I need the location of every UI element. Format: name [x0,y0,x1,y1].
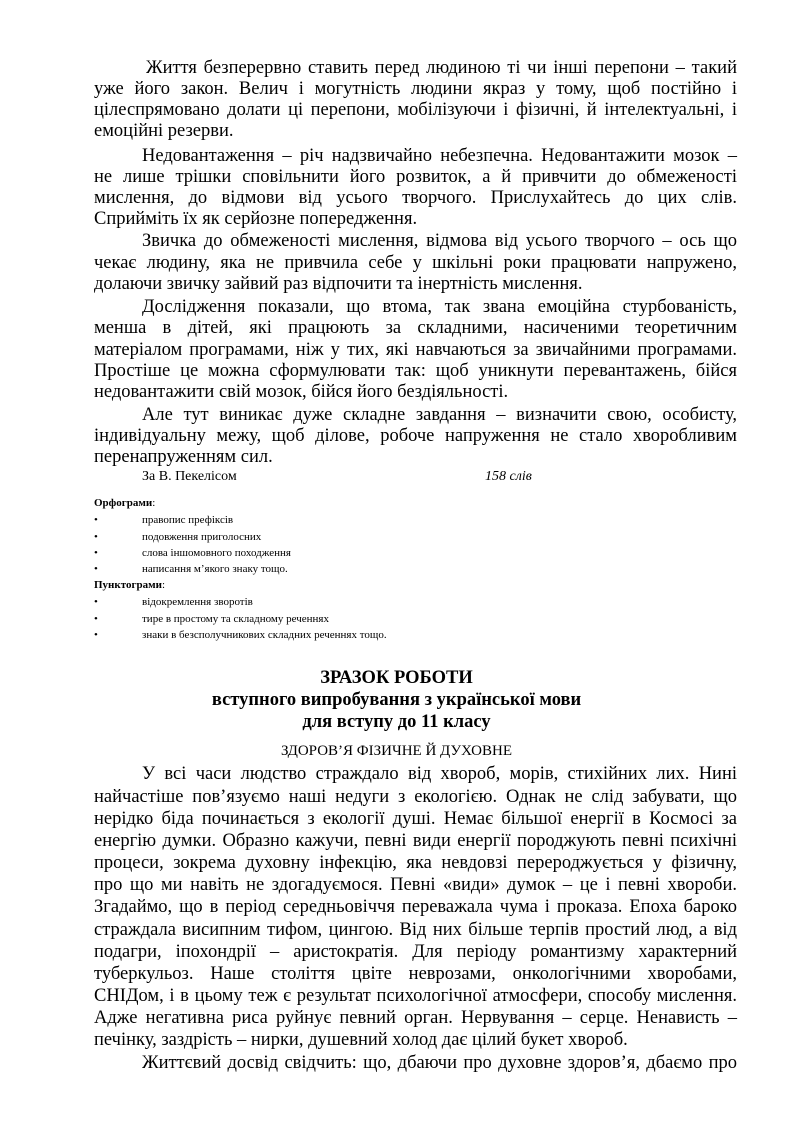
paragraph-line: Згадаймо, що в період середньовіччя переважала чума і проказа. Епоха бароко [94,897,737,917]
paragraph-line: Але тут виникає дуже складне завдання – визначити свою, особисту, [142,405,737,425]
punctograms-label: Пунктограми: [94,579,165,591]
paragraph-line: страждала висипним тифом, цингою. Від них більше терпів простий люд, а від [94,920,737,940]
sample-title-line-2: вступного випробування з української мови [211,690,582,710]
bullet-icon: • [94,563,98,575]
sample-title: ЗРАЗОК РОБОТИ [320,668,473,688]
paragraph-line: Життєвий досвід свідчить: що, дбаючи про духовне здоров’я, дбаємо про [142,1053,737,1073]
paragraph-line: емоційні резерви. [94,121,234,141]
bullet-icon: • [94,596,98,608]
paragraph-line: подагри, іпохондрії – аристократія. Для періоду романтизму характерний [94,942,737,962]
paragraph-line: Недовантаження – річ надзвичайно небезпечна. Недовантажити мозок – [142,146,737,166]
bullet-icon: • [94,514,98,526]
paragraph-line: перенапруженням сил. [94,447,273,467]
paragraph-line: процеси, зокрема духовну інфекцію, яка невдовзі перероджується у фізичну, [94,853,737,873]
paragraph-line: Дослідження показали, що втома, так звана емоційна стурбованість, [142,297,737,317]
word-count: 158 слів [485,469,532,484]
document-page: Життя безперервно ставить перед людиною ті чи інші перепони – такий уже його закон. Велич і могутність людини якраз у тому, щоб постійно і цілеспрямовано долати ці перепони, мобілізуючи і фізичні, й інтелектуальні, і емоційні резерви. Недовантаження – річ надзвичайно небезпечна. Недовантажити мозок – не лише трішки сповільнити його розвиток, а й привчити до обмеженості мислення, до відмови від усього творчого. Прислухайтесь до цих слів. Сприйміть їх як серйозне попередження. Звичка до обмеженості мислення, відмова від усього творчого – ось що чекає людину, яка не привчила себе у шкільні роки працювати напружено, долаючи звичку зайвий раз відпочити та інертність мислення. Дослідження показали, що втома, так звана емоційна стурбованість, менша в дітей, які працюють за складними, насиченими теоретичним матеріалом програмами, ніж у тих, які навчаються за звичайними програмами. Простіше це можна сформулювати так: щоб уникнути перевантажень, бійся недовантажити свій мозок, бійся його бездіяльності. Але тут виникає дуже складне завдання – визначити свою, особисту, індивідуальну межу, щоб ділове, робоче напруження не стало хворобливим перенапруженням сил. За В. Пекелісом 158 слів Орфограми: • правопис префіксів • подовження приголосних • слова іншомовного походження • написання м’якого знаку тощо. Пунктограми: • відокремлення зворотів • тире в простому та складному реченнях • знаки в безсполучникових складних реченнях тощо. ЗРАЗОК РОБОТИ вступного випробування з української мови для вступу до 11 класу ЗДОРОВ’Я ФІЗИЧНЕ Й ДУХОВНЕ У всі часи людство страждало від хвороб, морів, стихійних лих. Нині найчастіше пов’язуємо наші недуги з екологією. Однак не слід забувати, що нерідко біда починається з екології душі. Немає більшої енергії в Космосі за енергію думки. Образно кажучи, певні види енергії породжують певні психічні процеси, зокрема духовну інфекцію, яка невдовзі перероджується у фізичну, про що ми навіть не здогадуємося. Певні «види» думок – це і певні хвороби. Згадаймо, що в період середньовіччя переважала чума і проказа. Епоха бароко страждала висипним тифом, цингою. Від них більше терпів простий люд, а від подагри, іпохондрії – аристократія. Для періоду романтизму характерний туберкульоз. Наше століття цвіте неврозами, онкологічними хворобами, СНІДом, і в цьому теж є результат психологічної атмосфери, способу мислення. Адже негативна риса руйнує певний орган. Нервування – серце. Ненависть – печінку, заздрість – нирки, душевний холод дає цілий букет хвороб. Життєвий досвід свідчить: що, дбаючи про духовне здоров’я, дбаємо про [0,0,793,1122]
paragraph-line: чекає людину, яка не привчила себе у шкільні роки працювати напружено, [94,253,737,273]
paragraph-line: індивідуальну межу, щоб ділове, робоче напруження не стало хворобливим [94,426,737,446]
sample-subtitle: ЗДОРОВ’Я ФІЗИЧНЕ Й ДУХОВНЕ [281,743,512,759]
paragraph-line: Звичка до обмеженості мислення, відмова від усього творчого – ось що [142,231,737,251]
paragraph-line: уже його закон. Велич і могутність людини якраз у тому, щоб постійно і [94,79,737,99]
paragraph-line: цілеспрямовано долати ці перепони, мобілізуючи і фізичні, й інтелектуальні, і [94,100,737,120]
paragraph-line: менша в дітей, які працюють за складними, насиченими теоретичним [94,318,737,338]
paragraph-line: енергію думки. Образно кажучи, певні види енергії породжують певні психічні [94,831,737,851]
bullet-icon: • [94,629,98,641]
sample-title-line-3: для вступу до 11 класу [302,712,491,732]
source-attribution: За В. Пекелісом [142,469,237,484]
paragraph-line: недовантажити свій мозок, бійся його бездіяльності. [94,382,509,402]
bullet-icon: • [94,531,98,543]
paragraph-line: Простіше це можна сформулювати так: щоб уникнути перевантажень, бійся [94,361,737,381]
paragraph-line: матеріалом програмами, ніж у тих, які навчаються за звичайними програмами. [94,340,737,360]
paragraph-line: долаючи звичку зайвий раз відпочити та інертність мислення. [94,274,583,294]
orthograms-label: Орфограми: [94,497,156,509]
paragraph-line: туберкульоз. Наше століття цвіте неврозами, онкологічними хворобами, [94,964,737,984]
paragraph-line: СНІДом, і в цьому теж є результат психологічної атмосфери, способу мислення. [94,986,737,1006]
paragraph-line: нерідко біда починається з екології душі. Немає більшої енергії в Космосі за [94,809,737,829]
paragraph-line: Життя безперервно ставить перед людиною ті чи інші перепони – такий [146,58,737,78]
paragraph-line: найчастіше пов’язуємо наші недуги з екологією. Однак не слід забувати, що [94,787,737,807]
paragraph-line: мислення, до відмови від усього творчого. Прислухайтесь до цих слів. [94,188,737,208]
paragraph-line: про що ми навіть не здогадуємося. Певні «види» думок – це і певні хвороби. [94,875,737,895]
bullet-icon: • [94,613,98,625]
paragraph-line: Адже негативна риса руйнує певний орган. Нервування – серце. Ненависть – [94,1008,737,1028]
paragraph-line: Сприйміть їх як серйозне попередження. [94,209,418,229]
paragraph-line: печінку, заздрість – нирки, душевний холод дає цілий букет хвороб. [94,1030,628,1050]
paragraph-line: не лише трішки сповільнити його розвиток, а й привчити до обмеженості [94,167,737,187]
bullet-icon: • [94,547,98,559]
paragraph-line: У всі часи людство страждало від хвороб, морів, стихійних лих. Нині [142,764,737,784]
